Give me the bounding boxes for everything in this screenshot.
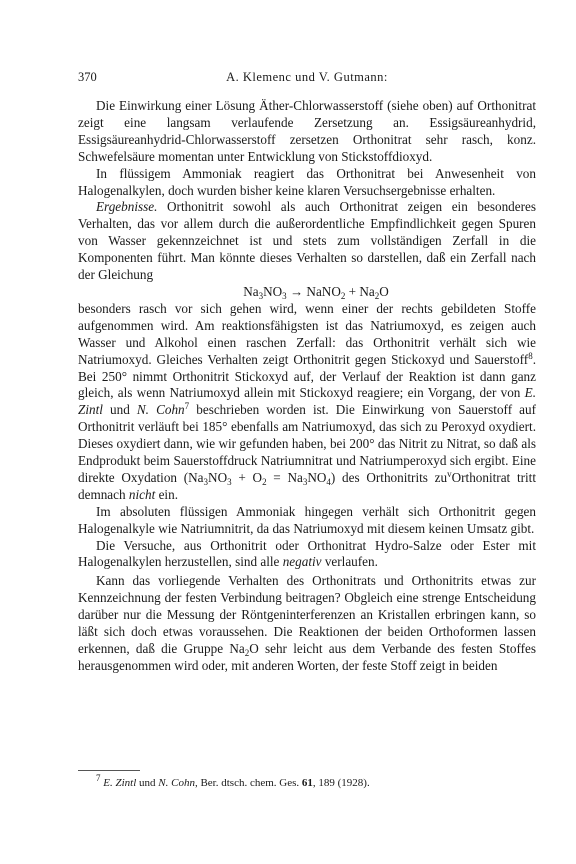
reaction-equation: [78, 284, 536, 301]
paragraph-3-text: Orthonitrit sowohl als auch Orthonitrat zeigen ein besonderes Verhalten, das vor allem durch die außerordentliche Empfindlichkeit gegen Spuren von Wasser gekennzeichnet ist und stets zum vollständigen Zerfall in die Komponenten führt. Man könnte dieses Verhalten so darstellen, daß ein Zerfall nach der Gleichung: [78, 199, 536, 283]
paragraph-3: [78, 199, 536, 284]
text-run: beschrieben worden ist. Die Einwirkung von Sauerstoff auf Orthonitrit verläuft bei 185° ebenfalls am Natriumoxyd, das sich zu Peroxyd oxydiert. Dieses oxydiert dann, wie wir gefunden haben, bei 200° das Nitrit zu Nitrat, so daß als Endprodukt beim Sauerstoffdruck Natriumnitrat und Natriumperoxyd sich ergibt. Eine direkte Oxydation (Na: [78, 402, 537, 485]
formula-subscript: 3: [227, 476, 232, 487]
paragraph-1: Die Einwirkung einer Lösung Äther-Chlorwasserstoff (siehe oben) auf Orthonitrat zeigt eine langsam verlaufende Zersetzung an. Essigsäureanhydrid, Essigsäureanhydrid-Chlorwasserstoff zersetzen Orthonitrat sehr rasch, konz. Schwefelsäure momentan unter Entwicklung von Stickstoffdioxyd.: [78, 98, 536, 164]
author-name: N. Cohn: [136, 402, 185, 418]
paragraph-2: In flüssigem Ammoniak reagiert das Orthonitrat bei Anwesenheit von Halogenalkylen, doch wurden bisher keine klaren Versuchsergebnisse erhalten.: [78, 165, 536, 198]
author-name: E. Zintl: [78, 385, 536, 418]
footnote-rule: [78, 770, 140, 771]
formula-subscript: 3: [258, 290, 264, 301]
formula-subscript: 3: [282, 290, 287, 301]
text-run: ein.: [155, 486, 178, 502]
paragraph-6: [78, 538, 536, 572]
text-run: besonders rasch vor sich gehen wird, wenn einer der rechts gebildeten Stoffe aufgenommen wird. Am reaktionsfähigsten ist das Natriumoxyd, es zeigen auch Wasser und Alkohol einen raschen Zerfall: das Orthonitrit verhält sich wie Natriumoxyd. Gleiches Verhalten zeigt Orthonitrit gegen Stickoxyd und Sauerstoff: [78, 300, 536, 367]
text-run: verlaufen.: [321, 554, 378, 570]
text-run: . Bei 250° nimmt Orthonitrit Stickoxyd auf, der Verlauf der Reaktion ist dann ganz gleich, als wenn Natriumoxyd allein mit Stickoxyd reagiere; ein Vorgang, der von: [78, 351, 536, 401]
formula-term: NO: [263, 283, 283, 299]
emphasis: negativ: [282, 554, 322, 570]
text-run: Kann das vorliegende Verhalten des Orthonitrats und Orthonitrits etwas zur Kennzeichnung der festen Verbindung beitragen? Obgleich eine strenge Entscheidung darüber nur die Messung der Röntgeninterferenzen an Kristallen erbringen kann, so läßt sich doch etwas voraussehen. Die Reaktionen der beiden Orthoformen lassen erkennen, daß die Gruppe Na: [78, 573, 536, 656]
text-run: und: [136, 777, 159, 789]
footnote-7: [96, 773, 536, 790]
formula-subscript: 2: [340, 290, 346, 301]
text-run: Orthonitrat tritt demnach: [78, 469, 536, 502]
text-run: O sehr leicht aus dem Verbande des festen Stoffes herausgenommen wird oder, mit anderen Worten, der feste Stoff zeigt in beiden: [78, 641, 536, 673]
formula-subscript: 2: [244, 648, 250, 658]
text-run: ) des Orthonitrits zu: [330, 469, 448, 485]
formula-subscript: 3: [203, 476, 209, 487]
footnote-volume: 61: [301, 777, 313, 789]
running-head: A. Klemenc und V. Gutmann:: [226, 70, 388, 84]
text-run: und: [102, 402, 137, 418]
formula-subscript: 3: [302, 476, 308, 487]
formula-term: NaNO: [306, 283, 341, 299]
footnote-marker: 7: [96, 773, 101, 783]
footnote-author: E. Zintl: [103, 777, 137, 789]
formula-term: Na: [359, 283, 375, 299]
stray-mark: v: [447, 468, 452, 479]
formula-subscript: 2: [374, 290, 380, 301]
formula-term: Na: [243, 283, 259, 299]
text-run: Die Versuche, aus Orthonitrit oder Orthonitrat Hydro-Salze oder Ester mit Halogenalkylen herzustellen, sind alle: [78, 537, 536, 570]
footnote-author: N. Cohn: [158, 777, 195, 789]
footnote-ref: 7: [184, 401, 190, 412]
page-number: 370: [78, 70, 97, 84]
reaction-arrow: →: [286, 283, 307, 299]
formula-plus: +: [345, 283, 360, 299]
formula-term: O: [379, 283, 389, 299]
paragraph-4: [78, 301, 536, 504]
text-run: = Na: [266, 469, 303, 485]
text-run: + O: [231, 469, 263, 485]
paragraph-5: Im absoluten flüssigen Ammoniak hingegen verhält sich Orthonitrit gegen Halogenalkyle wie Natriumnitrit, da das Natriumoxyd mit diesem keinen Umsatz gibt.: [78, 503, 536, 536]
text-run: , 189 (1928).: [312, 777, 370, 789]
footnote-ref: 8: [528, 350, 533, 361]
paragraph-7: [78, 573, 536, 674]
page-header: [78, 70, 536, 86]
body-text: [78, 98, 536, 675]
text-run: NO: [307, 469, 327, 485]
text-run: , Ber. dtsch. chem. Ges.: [194, 777, 302, 789]
formula-subscript: 2: [262, 476, 267, 487]
formula-subscript: 4: [326, 476, 331, 487]
section-label-ergebnisse: Ergebnisse.: [96, 199, 158, 215]
text-run: NO: [208, 469, 228, 485]
emphasis: nicht: [128, 486, 156, 502]
